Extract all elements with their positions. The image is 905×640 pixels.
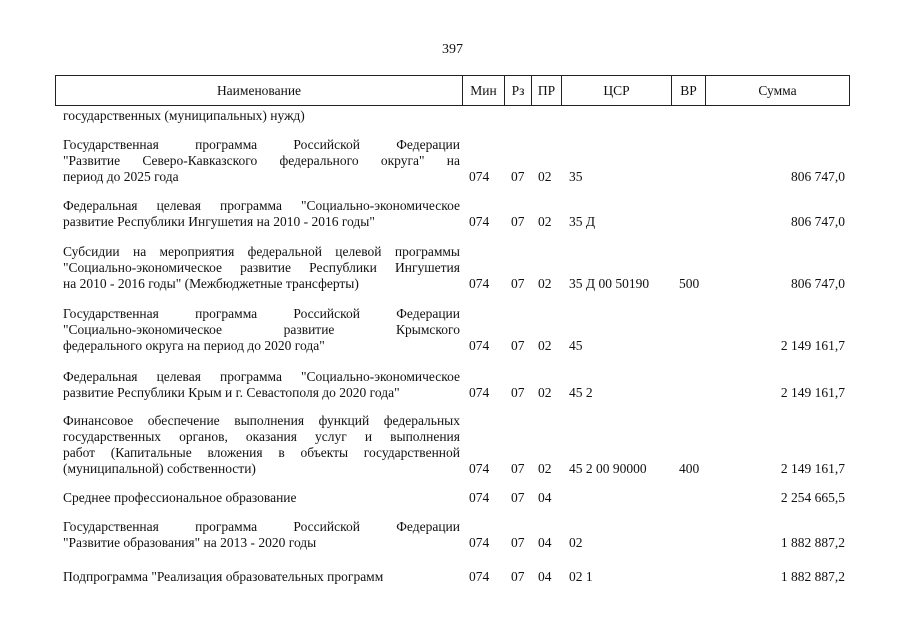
row-name-line: работ (Капитальные вложения в объекты государственной xyxy=(63,445,460,460)
row-pr: 04 xyxy=(538,569,552,584)
row-name-line: Федеральная целевая программа "Социально-экономическое xyxy=(63,198,460,213)
row-min: 074 xyxy=(469,169,490,184)
row-name-line: Государственная программа Российской Федерации xyxy=(63,137,460,152)
row-name-line: Среднее профессиональное образование xyxy=(63,490,297,505)
row-name-line: Государственная программа Российской Федерации xyxy=(63,306,460,321)
row-rz: 07 xyxy=(511,338,525,353)
row-name-line: развитие Республики Крым и г. Севастополя до 2020 года" xyxy=(63,385,400,400)
row-csr: 35 Д xyxy=(569,214,596,229)
row-rz: 07 xyxy=(511,569,525,584)
page-number: 397 xyxy=(442,42,463,57)
row-name-line: Федеральная целевая программа "Социально-экономическое xyxy=(63,369,460,384)
row-pr: 02 xyxy=(538,214,552,229)
row-name-line: федерального округа на период до 2020 года" xyxy=(63,338,325,353)
row-sum: 1 882 887,2 xyxy=(780,569,845,584)
row-pr: 02 xyxy=(538,169,552,184)
row-sum: 2 149 161,7 xyxy=(780,461,845,476)
row-sum: 806 747,0 xyxy=(791,169,845,184)
row-name xyxy=(63,306,460,354)
continuation-text: государственных (муниципальных) нужд) xyxy=(63,108,305,123)
row-sum: 2 254 665,5 xyxy=(780,490,845,505)
row-min: 074 xyxy=(469,535,490,550)
header-name: Наименование xyxy=(56,76,463,105)
row-min: 074 xyxy=(469,214,490,229)
header-vr: ВР xyxy=(672,76,706,105)
row-rz: 07 xyxy=(511,490,525,505)
row-name-line: "Развитие образования" на 2013 - 2020 годы xyxy=(63,535,317,550)
row-name-line: период до 2025 года xyxy=(63,169,179,184)
row-sum: 1 882 887,2 xyxy=(780,535,845,550)
row-name xyxy=(63,569,460,585)
row-name xyxy=(63,490,460,506)
row-sum: 806 747,0 xyxy=(791,276,845,291)
row-csr: 02 xyxy=(569,535,583,550)
header-rz: Рз xyxy=(505,76,532,105)
row-pr: 02 xyxy=(538,461,552,476)
row-name-line: "Социально-экономическое развитие Крымского xyxy=(63,322,460,337)
row-pr: 04 xyxy=(538,490,552,505)
row-vr: 500 xyxy=(679,276,700,291)
row-vr: 400 xyxy=(679,461,700,476)
row-name-line: развитие Республики Ингушетия на 2010 - 2016 годы" xyxy=(63,214,375,229)
row-name xyxy=(63,519,460,551)
row-csr: 02 1 xyxy=(569,569,593,584)
header-pr: ПР xyxy=(532,76,562,105)
row-sum: 2 149 161,7 xyxy=(780,338,845,353)
row-min: 074 xyxy=(469,569,490,584)
row-name-line: "Развитие Северо-Кавказского федерального округа" на xyxy=(63,153,460,168)
row-rz: 07 xyxy=(511,169,525,184)
row-rz: 07 xyxy=(511,214,525,229)
row-min: 074 xyxy=(469,461,490,476)
row-name xyxy=(63,137,460,185)
row-name-line: Подпрограмма "Реализация образовательных программ xyxy=(63,569,384,584)
row-rz: 07 xyxy=(511,535,525,550)
row-csr: 35 xyxy=(569,169,583,184)
row-rz: 07 xyxy=(511,385,525,400)
row-sum: 2 149 161,7 xyxy=(780,385,845,400)
row-name-line: Государственная программа Российской Федерации xyxy=(63,519,460,534)
row-sum: 806 747,0 xyxy=(791,214,845,229)
row-name-line: на 2010 - 2016 годы" (Межбюджетные трансферты) xyxy=(63,276,359,291)
row-pr: 04 xyxy=(538,535,552,550)
row-rz: 07 xyxy=(511,276,525,291)
row-csr: 45 2 xyxy=(569,385,593,400)
row-csr: 35 Д 00 50190 xyxy=(569,276,650,291)
header-sum: Сумма xyxy=(758,83,797,98)
row-min: 074 xyxy=(469,338,490,353)
row-name-line: Субсидии на мероприятия федеральной целевой программы xyxy=(63,244,460,259)
row-min: 074 xyxy=(469,385,490,400)
header-min: Мин xyxy=(463,76,505,105)
row-name-line: (муниципальной) собственности) xyxy=(63,461,256,476)
header-csr: ЦСР xyxy=(562,76,672,105)
row-pr: 02 xyxy=(538,338,552,353)
row-csr: 45 xyxy=(569,338,583,353)
row-name-line: Финансовое обеспечение выполнения функций федеральных xyxy=(63,413,460,428)
row-name-line: "Социально-экономическое развитие Республики Ингушетия xyxy=(63,260,460,275)
row-name xyxy=(63,369,460,401)
row-min: 074 xyxy=(469,490,490,505)
row-csr: 45 2 00 90000 xyxy=(569,461,647,476)
row-pr: 02 xyxy=(538,276,552,291)
row-min: 074 xyxy=(469,276,490,291)
table-header xyxy=(55,75,850,106)
row-name xyxy=(63,413,460,477)
row-name xyxy=(63,198,460,230)
row-pr: 02 xyxy=(538,385,552,400)
row-rz: 07 xyxy=(511,461,525,476)
row-name-line: государственных органов, оказания услуг и выполнения xyxy=(63,429,460,444)
row-name xyxy=(63,244,460,292)
